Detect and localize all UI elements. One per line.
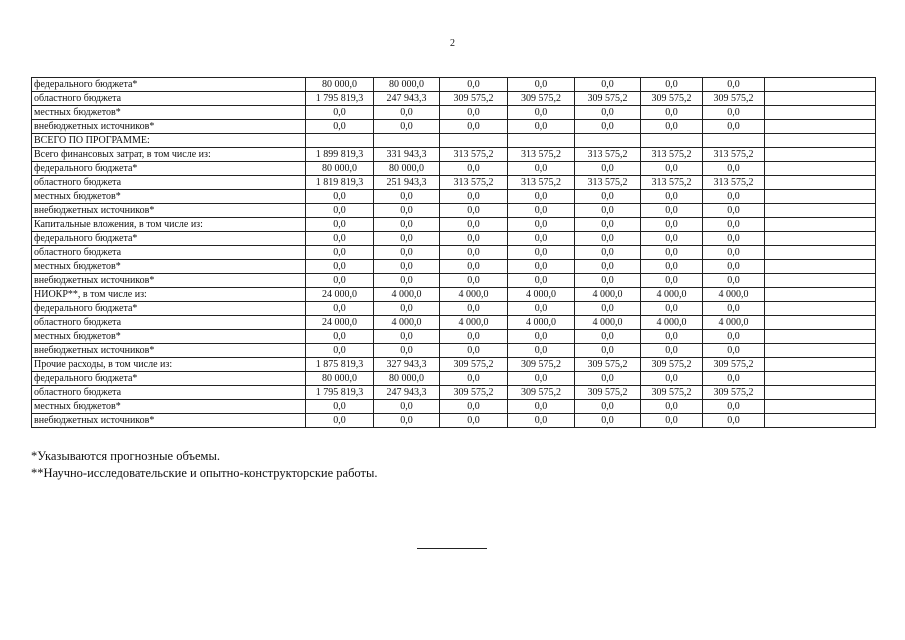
value-cell: 0,0 xyxy=(508,162,575,176)
value-cell: 0,0 xyxy=(306,400,374,414)
value-cell: 0,0 xyxy=(508,400,575,414)
value-cell: 0,0 xyxy=(440,344,508,358)
value-cell: 0,0 xyxy=(440,260,508,274)
value-cell: 313 575,2 xyxy=(641,176,703,190)
table-row xyxy=(32,330,876,344)
empty-cell xyxy=(765,400,876,414)
value-cell: 309 575,2 xyxy=(641,358,703,372)
value-cell: 0,0 xyxy=(306,344,374,358)
value-cell: 313 575,2 xyxy=(575,176,641,190)
value-cell: 313 575,2 xyxy=(575,148,641,162)
table-row xyxy=(32,162,876,176)
row-label: областного бюджета xyxy=(32,316,306,330)
table-row xyxy=(32,288,876,302)
value-cell: 0,0 xyxy=(641,120,703,134)
value-cell: 0,0 xyxy=(641,330,703,344)
value-cell: 309 575,2 xyxy=(440,386,508,400)
value-cell: 309 575,2 xyxy=(508,358,575,372)
value-cell: 0,0 xyxy=(703,400,765,414)
empty-cell xyxy=(765,372,876,386)
value-cell: 0,0 xyxy=(508,414,575,428)
value-cell: 0,0 xyxy=(703,260,765,274)
row-label: внебюджетных источников* xyxy=(32,274,306,288)
empty-cell xyxy=(641,134,703,148)
table-row xyxy=(32,386,876,400)
table-row xyxy=(32,148,876,162)
value-cell: 1 875 819,3 xyxy=(306,358,374,372)
value-cell: 0,0 xyxy=(703,218,765,232)
value-cell: 0,0 xyxy=(374,120,440,134)
value-cell: 0,0 xyxy=(641,372,703,386)
value-cell: 0,0 xyxy=(575,204,641,218)
value-cell: 0,0 xyxy=(306,190,374,204)
value-cell: 309 575,2 xyxy=(440,358,508,372)
value-cell: 0,0 xyxy=(575,246,641,260)
table-row xyxy=(32,232,876,246)
value-cell: 0,0 xyxy=(575,218,641,232)
value-cell: 0,0 xyxy=(575,232,641,246)
value-cell: 0,0 xyxy=(703,204,765,218)
row-label: областного бюджета xyxy=(32,176,306,190)
value-cell: 0,0 xyxy=(575,344,641,358)
row-label: внебюджетных источников* xyxy=(32,204,306,218)
row-label: федерального бюджета* xyxy=(32,162,306,176)
table-row xyxy=(32,344,876,358)
value-cell: 0,0 xyxy=(306,274,374,288)
value-cell: 0,0 xyxy=(306,414,374,428)
empty-cell xyxy=(765,274,876,288)
row-label: областного бюджета xyxy=(32,92,306,106)
value-cell: 0,0 xyxy=(703,414,765,428)
empty-cell xyxy=(765,92,876,106)
value-cell: 1 795 819,3 xyxy=(306,92,374,106)
value-cell: 251 943,3 xyxy=(374,176,440,190)
value-cell: 4 000,0 xyxy=(641,288,703,302)
empty-cell xyxy=(306,134,374,148)
empty-cell xyxy=(765,218,876,232)
end-rule xyxy=(417,548,487,549)
value-cell: 0,0 xyxy=(575,78,641,92)
empty-cell xyxy=(765,316,876,330)
value-cell: 0,0 xyxy=(374,190,440,204)
value-cell: 0,0 xyxy=(703,78,765,92)
value-cell: 0,0 xyxy=(440,274,508,288)
value-cell: 0,0 xyxy=(440,78,508,92)
value-cell: 0,0 xyxy=(440,372,508,386)
value-cell: 0,0 xyxy=(508,218,575,232)
value-cell: 0,0 xyxy=(440,218,508,232)
empty-cell xyxy=(765,134,876,148)
row-label: внебюджетных источников* xyxy=(32,344,306,358)
value-cell: 309 575,2 xyxy=(575,92,641,106)
value-cell: 0,0 xyxy=(703,246,765,260)
value-cell: 0,0 xyxy=(508,78,575,92)
empty-cell xyxy=(765,190,876,204)
row-label: федерального бюджета* xyxy=(32,372,306,386)
empty-cell xyxy=(765,162,876,176)
row-label: местных бюджетов* xyxy=(32,330,306,344)
value-cell: 0,0 xyxy=(374,414,440,428)
empty-cell xyxy=(765,358,876,372)
row-label: местных бюджетов* xyxy=(32,190,306,204)
value-cell: 0,0 xyxy=(440,330,508,344)
budget-table-body xyxy=(32,78,876,428)
row-label: Всего финансовых затрат, в том числе из: xyxy=(32,148,306,162)
value-cell: 0,0 xyxy=(306,330,374,344)
value-cell: 0,0 xyxy=(374,232,440,246)
value-cell: 0,0 xyxy=(575,414,641,428)
table-row xyxy=(32,120,876,134)
value-cell: 0,0 xyxy=(508,302,575,316)
page-number: 2 xyxy=(450,38,455,49)
value-cell: 0,0 xyxy=(306,302,374,316)
value-cell: 309 575,2 xyxy=(575,358,641,372)
footnotes xyxy=(31,448,378,482)
value-cell: 4 000,0 xyxy=(641,316,703,330)
row-label: Капитальные вложения, в том числе из: xyxy=(32,218,306,232)
empty-cell xyxy=(765,260,876,274)
footnote-niokr: **Научно-исследовательские и опытно-конструкторские работы. xyxy=(31,466,378,480)
value-cell: 0,0 xyxy=(440,246,508,260)
value-cell: 0,0 xyxy=(508,204,575,218)
value-cell: 0,0 xyxy=(440,232,508,246)
value-cell: 4 000,0 xyxy=(575,316,641,330)
value-cell: 80 000,0 xyxy=(306,78,374,92)
value-cell: 0,0 xyxy=(575,162,641,176)
value-cell: 0,0 xyxy=(508,274,575,288)
value-cell: 80 000,0 xyxy=(306,162,374,176)
value-cell: 309 575,2 xyxy=(703,358,765,372)
value-cell: 0,0 xyxy=(374,106,440,120)
value-cell: 309 575,2 xyxy=(703,386,765,400)
row-label: Прочие расходы, в том числе из: xyxy=(32,358,306,372)
value-cell: 0,0 xyxy=(641,190,703,204)
empty-cell xyxy=(765,204,876,218)
value-cell: 0,0 xyxy=(641,246,703,260)
section-header: ВСЕГО ПО ПРОГРАММЕ: xyxy=(32,134,306,148)
empty-cell xyxy=(765,78,876,92)
value-cell: 0,0 xyxy=(440,400,508,414)
value-cell: 0,0 xyxy=(641,414,703,428)
empty-cell xyxy=(508,134,575,148)
value-cell: 309 575,2 xyxy=(703,92,765,106)
value-cell: 4 000,0 xyxy=(575,288,641,302)
row-label: местных бюджетов* xyxy=(32,400,306,414)
value-cell: 0,0 xyxy=(306,260,374,274)
value-cell: 0,0 xyxy=(575,330,641,344)
table-row xyxy=(32,358,876,372)
value-cell: 1 899 819,3 xyxy=(306,148,374,162)
empty-cell xyxy=(765,330,876,344)
value-cell: 0,0 xyxy=(703,106,765,120)
value-cell: 0,0 xyxy=(440,162,508,176)
table-row xyxy=(32,218,876,232)
value-cell: 0,0 xyxy=(641,302,703,316)
row-label: федерального бюджета* xyxy=(32,78,306,92)
value-cell: 0,0 xyxy=(641,78,703,92)
empty-cell xyxy=(765,148,876,162)
value-cell: 4 000,0 xyxy=(440,316,508,330)
value-cell: 309 575,2 xyxy=(508,386,575,400)
value-cell: 0,0 xyxy=(440,204,508,218)
value-cell: 0,0 xyxy=(508,106,575,120)
row-label: внебюджетных источников* xyxy=(32,414,306,428)
row-label: областного бюджета xyxy=(32,386,306,400)
value-cell: 4 000,0 xyxy=(374,316,440,330)
value-cell: 0,0 xyxy=(641,344,703,358)
value-cell: 0,0 xyxy=(374,274,440,288)
value-cell: 0,0 xyxy=(374,260,440,274)
value-cell: 0,0 xyxy=(641,274,703,288)
value-cell: 1 819 819,3 xyxy=(306,176,374,190)
value-cell: 313 575,2 xyxy=(508,148,575,162)
value-cell: 0,0 xyxy=(374,344,440,358)
empty-cell xyxy=(374,134,440,148)
value-cell: 313 575,2 xyxy=(440,148,508,162)
value-cell: 0,0 xyxy=(575,120,641,134)
value-cell: 309 575,2 xyxy=(641,386,703,400)
value-cell: 247 943,3 xyxy=(374,92,440,106)
value-cell: 0,0 xyxy=(508,190,575,204)
value-cell: 0,0 xyxy=(703,232,765,246)
table-row xyxy=(32,302,876,316)
value-cell: 0,0 xyxy=(374,302,440,316)
row-label: местных бюджетов* xyxy=(32,106,306,120)
empty-cell xyxy=(765,246,876,260)
value-cell: 0,0 xyxy=(508,372,575,386)
empty-cell xyxy=(765,176,876,190)
value-cell: 0,0 xyxy=(641,204,703,218)
value-cell: 4 000,0 xyxy=(440,288,508,302)
value-cell: 0,0 xyxy=(306,120,374,134)
row-label: местных бюджетов* xyxy=(32,260,306,274)
value-cell: 0,0 xyxy=(306,106,374,120)
value-cell: 80 000,0 xyxy=(374,372,440,386)
value-cell: 0,0 xyxy=(306,246,374,260)
value-cell: 0,0 xyxy=(641,218,703,232)
table-row xyxy=(32,106,876,120)
value-cell: 1 795 819,3 xyxy=(306,386,374,400)
value-cell: 0,0 xyxy=(508,232,575,246)
value-cell: 0,0 xyxy=(374,330,440,344)
value-cell: 0,0 xyxy=(440,414,508,428)
value-cell: 247 943,3 xyxy=(374,386,440,400)
value-cell: 0,0 xyxy=(703,274,765,288)
value-cell: 4 000,0 xyxy=(508,316,575,330)
value-cell: 0,0 xyxy=(508,120,575,134)
row-label: федерального бюджета* xyxy=(32,302,306,316)
value-cell: 309 575,2 xyxy=(508,92,575,106)
table-row xyxy=(32,260,876,274)
value-cell: 0,0 xyxy=(508,330,575,344)
value-cell: 24 000,0 xyxy=(306,288,374,302)
value-cell: 309 575,2 xyxy=(641,92,703,106)
value-cell: 0,0 xyxy=(641,260,703,274)
value-cell: 4 000,0 xyxy=(374,288,440,302)
value-cell: 0,0 xyxy=(703,120,765,134)
value-cell: 313 575,2 xyxy=(508,176,575,190)
value-cell: 313 575,2 xyxy=(703,148,765,162)
value-cell: 0,0 xyxy=(575,400,641,414)
table-row xyxy=(32,274,876,288)
empty-cell xyxy=(765,344,876,358)
value-cell: 4 000,0 xyxy=(703,316,765,330)
empty-cell xyxy=(703,134,765,148)
value-cell: 0,0 xyxy=(508,344,575,358)
value-cell: 0,0 xyxy=(575,106,641,120)
value-cell: 0,0 xyxy=(374,246,440,260)
value-cell: 309 575,2 xyxy=(440,92,508,106)
empty-cell xyxy=(765,106,876,120)
value-cell: 0,0 xyxy=(575,190,641,204)
value-cell: 0,0 xyxy=(703,372,765,386)
value-cell: 0,0 xyxy=(575,274,641,288)
value-cell: 0,0 xyxy=(440,302,508,316)
empty-cell xyxy=(765,288,876,302)
value-cell: 0,0 xyxy=(306,232,374,246)
value-cell: 0,0 xyxy=(440,106,508,120)
table-row xyxy=(32,204,876,218)
value-cell: 0,0 xyxy=(508,260,575,274)
value-cell: 0,0 xyxy=(641,162,703,176)
value-cell: 327 943,3 xyxy=(374,358,440,372)
value-cell: 0,0 xyxy=(374,204,440,218)
value-cell: 0,0 xyxy=(306,218,374,232)
value-cell: 313 575,2 xyxy=(703,176,765,190)
table-row xyxy=(32,78,876,92)
value-cell: 331 943,3 xyxy=(374,148,440,162)
table-row xyxy=(32,246,876,260)
value-cell: 4 000,0 xyxy=(508,288,575,302)
value-cell: 313 575,2 xyxy=(641,148,703,162)
row-label: внебюджетных источников* xyxy=(32,120,306,134)
value-cell: 0,0 xyxy=(374,218,440,232)
value-cell: 0,0 xyxy=(641,106,703,120)
value-cell: 0,0 xyxy=(306,204,374,218)
row-label: НИОКР**, в том числе из: xyxy=(32,288,306,302)
value-cell: 0,0 xyxy=(575,372,641,386)
empty-cell xyxy=(575,134,641,148)
value-cell: 0,0 xyxy=(641,400,703,414)
value-cell: 0,0 xyxy=(440,120,508,134)
value-cell: 80 000,0 xyxy=(374,78,440,92)
value-cell: 0,0 xyxy=(703,330,765,344)
value-cell: 0,0 xyxy=(508,246,575,260)
value-cell: 4 000,0 xyxy=(703,288,765,302)
empty-cell xyxy=(765,120,876,134)
value-cell: 0,0 xyxy=(575,260,641,274)
value-cell: 313 575,2 xyxy=(440,176,508,190)
value-cell: 309 575,2 xyxy=(575,386,641,400)
value-cell: 24 000,0 xyxy=(306,316,374,330)
row-label: федерального бюджета* xyxy=(32,232,306,246)
empty-cell xyxy=(440,134,508,148)
table-row xyxy=(32,400,876,414)
value-cell: 0,0 xyxy=(703,302,765,316)
table-row xyxy=(32,414,876,428)
value-cell: 0,0 xyxy=(703,162,765,176)
value-cell: 0,0 xyxy=(703,344,765,358)
empty-cell xyxy=(765,414,876,428)
table-row xyxy=(32,176,876,190)
table-row xyxy=(32,92,876,106)
empty-cell xyxy=(765,386,876,400)
value-cell: 0,0 xyxy=(374,400,440,414)
value-cell: 0,0 xyxy=(575,302,641,316)
table-row xyxy=(32,316,876,330)
empty-cell xyxy=(765,232,876,246)
row-label: областного бюджета xyxy=(32,246,306,260)
footnote-forecast: *Указываются прогнозные объемы. xyxy=(31,449,220,463)
table-row xyxy=(32,372,876,386)
value-cell: 0,0 xyxy=(641,232,703,246)
value-cell: 80 000,0 xyxy=(306,372,374,386)
empty-cell xyxy=(765,302,876,316)
value-cell: 0,0 xyxy=(440,190,508,204)
value-cell: 80 000,0 xyxy=(374,162,440,176)
table-row xyxy=(32,190,876,204)
budget-table xyxy=(31,77,876,428)
section-header-row xyxy=(32,134,876,148)
value-cell: 0,0 xyxy=(703,190,765,204)
